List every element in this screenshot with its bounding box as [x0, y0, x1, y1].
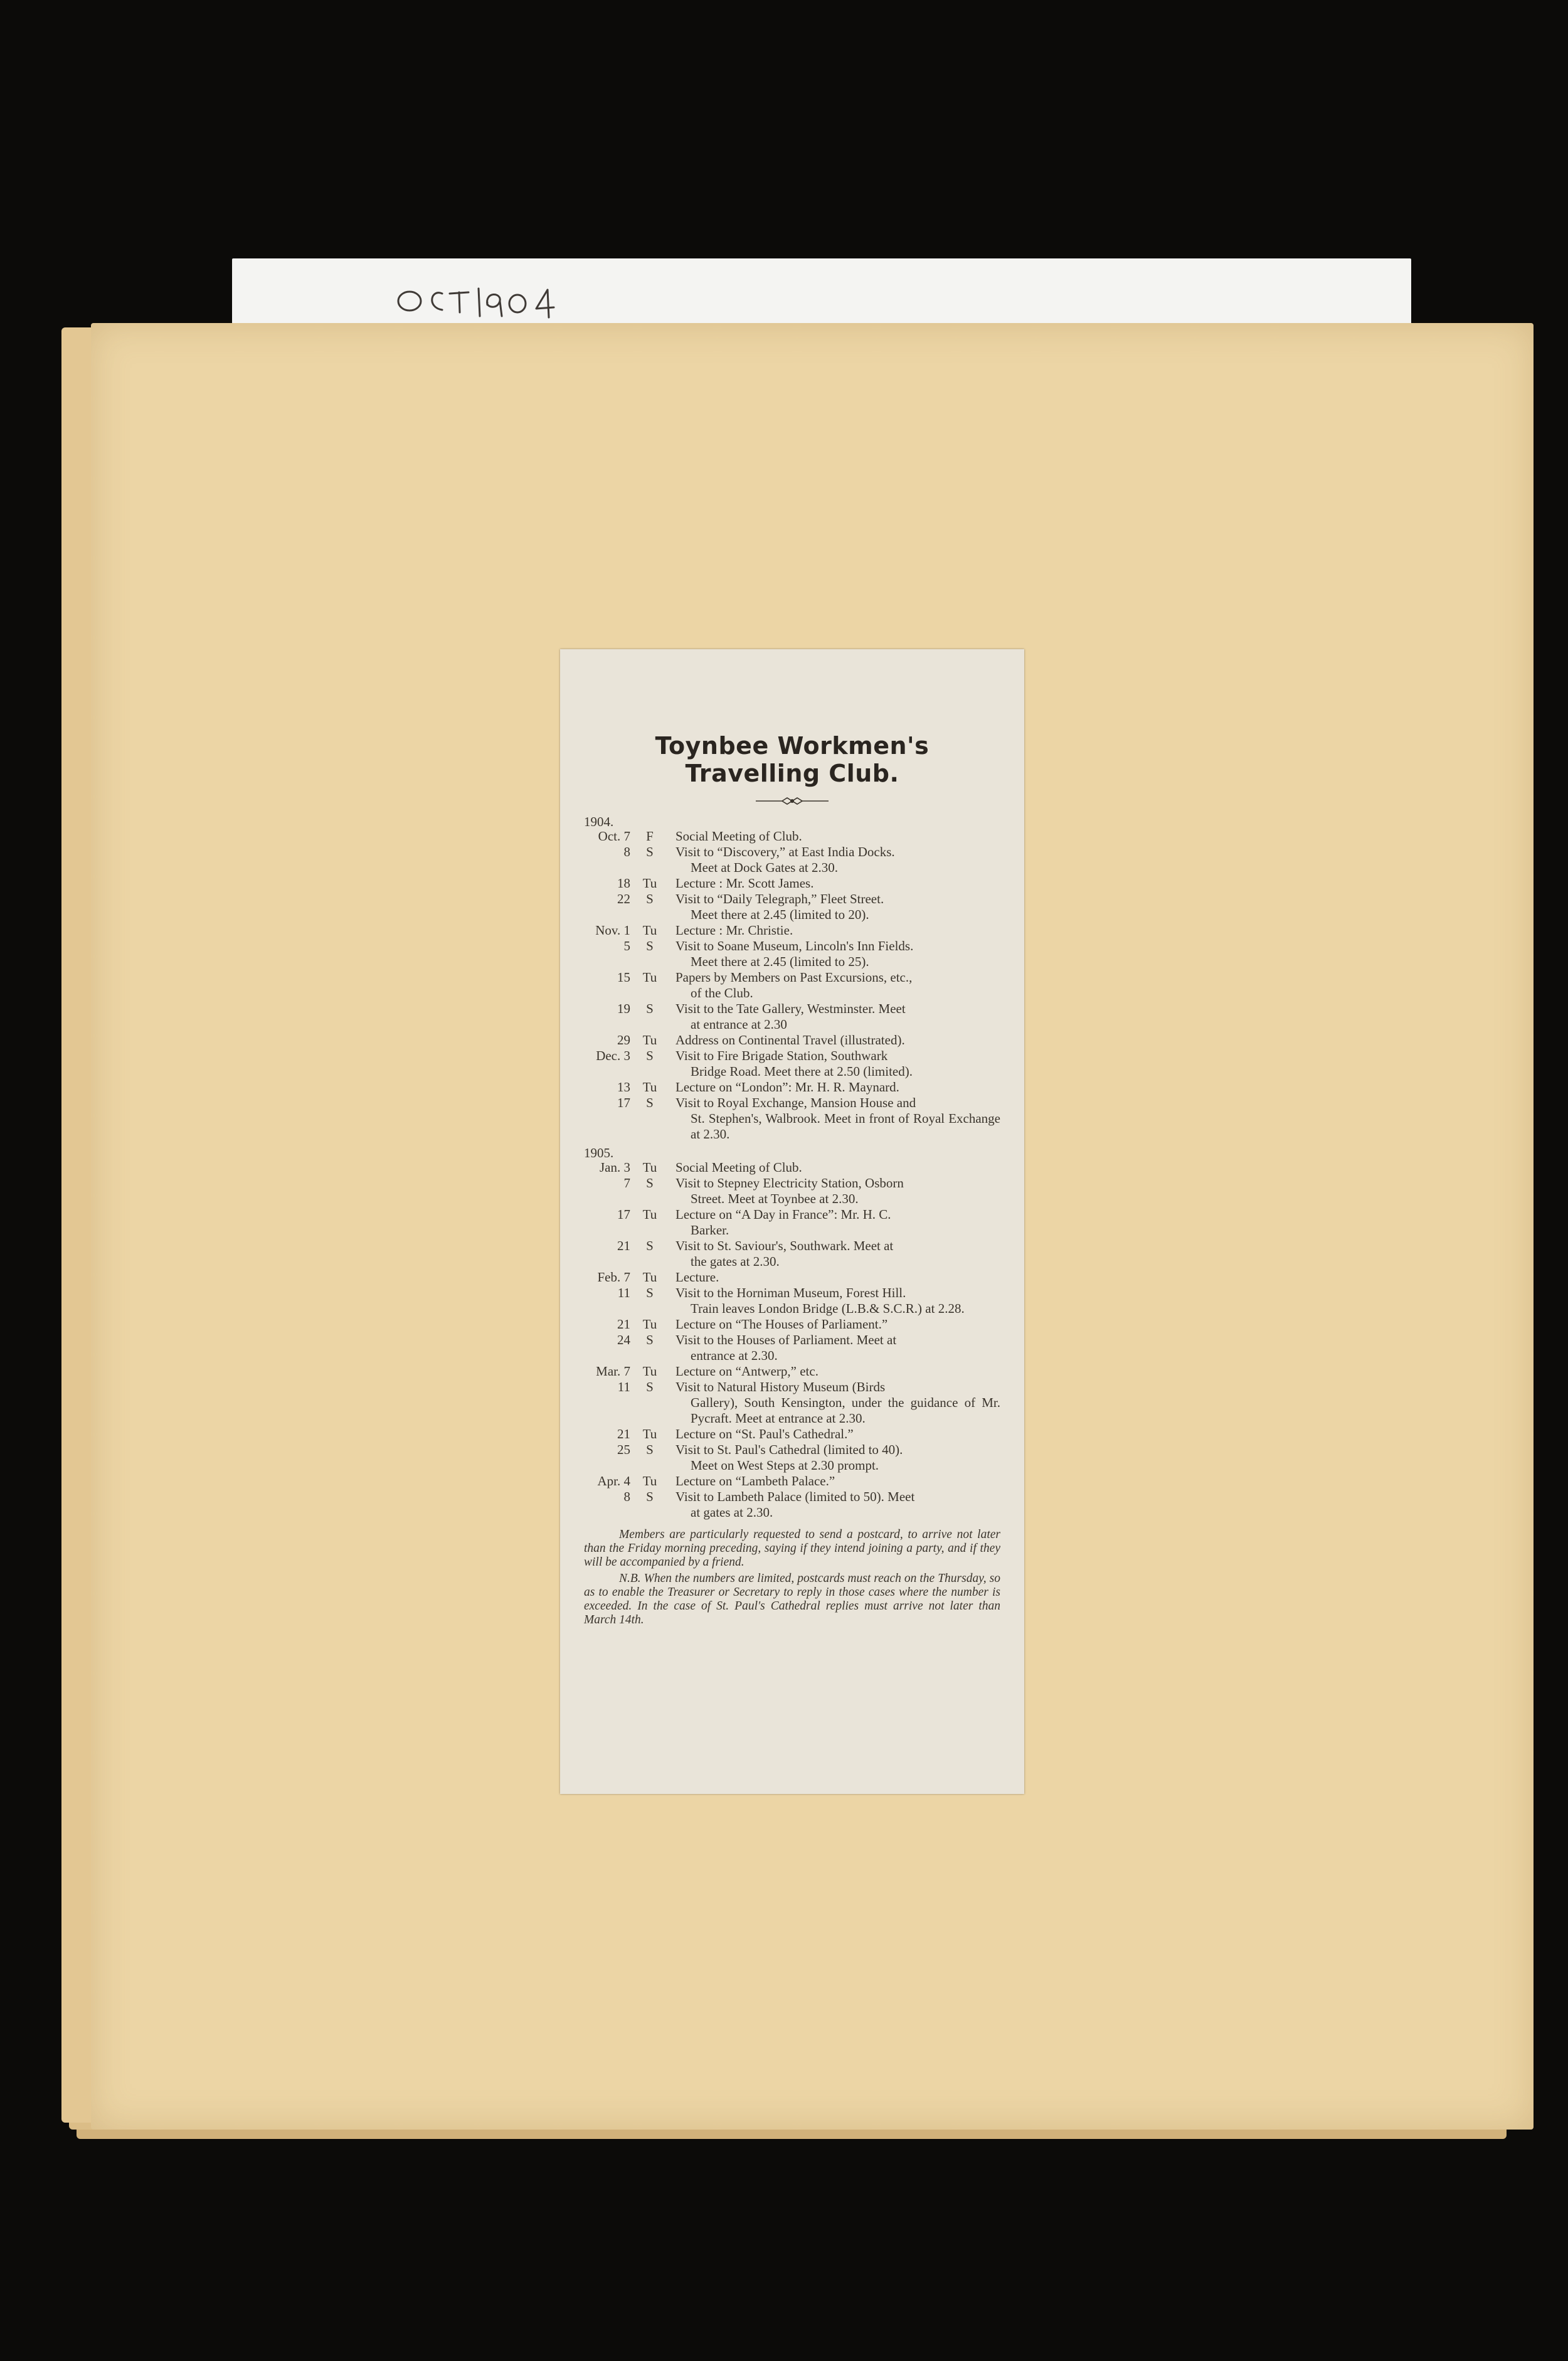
event-text-continued: at gates at 2.30.: [691, 1505, 773, 1520]
event-text: Address on Continental Travel (illustrated).: [675, 1032, 905, 1048]
event-text: Visit to “Discovery,” at East India Docks.: [675, 844, 895, 859]
event-description: [663, 844, 1000, 876]
note-paragraph: Members are particularly requested to send a postcard, to arrive not later than the Friday morning preceding, saying if they intend joining a party, and if they will be accompanied by a friend.: [584, 1528, 1000, 1569]
event-weekday: F: [646, 829, 654, 844]
event-description: [663, 1473, 1000, 1489]
event-date: 17: [617, 1095, 630, 1110]
event-description: [663, 1175, 1000, 1207]
event-text-continued: Meet there at 2.45 (limited to 25).: [691, 954, 869, 969]
event-weekday: Tu: [642, 1317, 657, 1332]
schedule-row: [584, 1317, 1000, 1332]
schedule-row: [584, 1332, 1000, 1364]
schedule-row: [584, 970, 1000, 1001]
schedule-row: [584, 844, 1000, 876]
event-weekday: Tu: [642, 970, 657, 985]
event-weekday: S: [646, 844, 654, 859]
notes: [584, 1528, 1000, 1627]
schedule-row: [584, 1032, 1000, 1048]
event-text-continued: Barker.: [691, 1223, 729, 1238]
event-description: [663, 1285, 1000, 1317]
event-date: 21: [617, 1238, 630, 1253]
event-text: Lecture on “Antwerp,” etc.: [675, 1364, 818, 1379]
event-text-continued: at entrance at 2.30: [691, 1017, 787, 1032]
event-text-continued: Meet there at 2.45 (limited to 20).: [691, 907, 869, 922]
event-description: [663, 829, 1000, 844]
event-text: Visit to St. Saviour's, Southwark. Meet at: [675, 1238, 894, 1253]
event-weekday: Tu: [642, 1426, 657, 1441]
event-text: Visit to the Tate Gallery, Westminster. Meet: [675, 1001, 906, 1016]
schedule-row: [584, 1285, 1000, 1317]
clipping-title: Toynbee Workmen's Travelling Club.: [655, 732, 930, 787]
event-date: Apr. 4: [597, 1473, 630, 1488]
event-weekday: S: [646, 1175, 654, 1191]
event-text: Visit to St. Paul's Cathedral (limited to 40).: [675, 1442, 903, 1457]
event-text-continued: Meet at Dock Gates at 2.30.: [691, 860, 839, 875]
schedule-row: [584, 1364, 1000, 1379]
event-weekday: S: [646, 1442, 654, 1457]
event-text: Social Meeting of Club.: [675, 1160, 802, 1175]
event-description: [663, 876, 1000, 891]
event-description: [663, 1317, 1000, 1332]
event-weekday: S: [646, 1332, 654, 1347]
event-text-continued: Gallery), South Kensington, under the guidance of Mr. Pycraft. Meet at entrance at 2.30.: [691, 1395, 1000, 1426]
event-date: 8: [623, 1489, 630, 1504]
event-description: [663, 1442, 1000, 1473]
schedule-row: [584, 1080, 1000, 1095]
event-text: Lecture on “London”: Mr. H. R. Maynard.: [675, 1080, 899, 1095]
event-description: [663, 891, 1000, 923]
event-weekday: Tu: [642, 923, 657, 938]
event-date: 11: [617, 1379, 630, 1394]
year-heading: 1905.: [584, 1145, 614, 1160]
event-text-continued: of the Club.: [691, 985, 753, 1000]
event-text: Lecture : Mr. Christie.: [675, 923, 793, 938]
schedule-row: [584, 1207, 1000, 1238]
event-weekday: S: [646, 1285, 654, 1300]
event-date: 13: [617, 1080, 630, 1095]
schedule-row: [584, 1238, 1000, 1270]
event-date: Jan. 3: [600, 1160, 630, 1175]
event-text-continued: Meet on West Steps at 2.30 prompt.: [691, 1458, 879, 1473]
event-weekday: S: [646, 891, 654, 906]
event-weekday: Tu: [642, 1364, 657, 1379]
event-weekday: S: [646, 1489, 654, 1504]
schedule-row: [584, 876, 1000, 891]
handwritten-date-annotation: [392, 263, 580, 320]
schedule-row: [584, 1473, 1000, 1489]
event-description: [663, 1080, 1000, 1095]
event-date: Feb. 7: [597, 1270, 630, 1285]
schedule-row: [584, 1001, 1000, 1032]
event-text: Lecture on “Lambeth Palace.”: [675, 1473, 835, 1488]
event-text-continued: Train leaves London Bridge (L.B.& S.C.R.) at 2.28.: [691, 1301, 965, 1316]
schedule-row: [584, 1379, 1000, 1426]
event-date: Oct. 7: [598, 829, 630, 844]
event-description: [663, 1238, 1000, 1270]
event-description: [663, 1095, 1000, 1142]
event-weekday: Tu: [642, 1270, 657, 1285]
event-text: Visit to Natural History Museum (Birds: [675, 1379, 886, 1394]
event-weekday: S: [646, 1379, 654, 1394]
event-date: 25: [617, 1442, 630, 1457]
event-text: Visit to the Horniman Museum, Forest Hill.: [675, 1285, 906, 1300]
event-description: [663, 1001, 1000, 1032]
event-description: [663, 1364, 1000, 1379]
event-date: 18: [617, 876, 630, 891]
event-text: Visit to Soane Museum, Lincoln's Inn Fields.: [675, 938, 914, 953]
event-text: Visit to the Houses of Parliament. Meet at: [675, 1332, 897, 1347]
event-date: 22: [617, 891, 630, 906]
event-weekday: S: [646, 1048, 654, 1063]
schedule: [584, 815, 1000, 1520]
decorative-divider: [755, 796, 830, 806]
event-description: [663, 1489, 1000, 1520]
event-description: [663, 1379, 1000, 1426]
event-weekday: S: [646, 1238, 654, 1253]
event-description: [663, 1160, 1000, 1175]
event-weekday: Tu: [642, 1207, 657, 1222]
event-text: Visit to “Daily Telegraph,” Fleet Street.: [675, 891, 884, 906]
event-text-continued: entrance at 2.30.: [691, 1348, 778, 1363]
event-text: Visit to Stepney Electricity Station, Osborn: [675, 1175, 904, 1191]
event-date: Mar. 7: [596, 1364, 630, 1379]
event-text: Lecture on “A Day in France”: Mr. H. C.: [675, 1207, 891, 1222]
newspaper-clipping: [560, 649, 1024, 1794]
year-heading: 1904.: [584, 814, 614, 829]
event-description: [663, 1270, 1000, 1285]
event-date: 5: [623, 938, 630, 953]
event-text: Papers by Members on Past Excursions, etc.,: [675, 970, 913, 985]
event-text: Lecture on “St. Paul's Cathedral.”: [675, 1426, 854, 1441]
event-description: [663, 1207, 1000, 1238]
event-weekday: S: [646, 1095, 654, 1110]
event-weekday: Tu: [642, 1032, 657, 1048]
schedule-row: [584, 923, 1000, 938]
event-weekday: Tu: [642, 1160, 657, 1175]
event-date: 21: [617, 1426, 630, 1441]
event-description: [663, 1332, 1000, 1364]
schedule-row: [584, 1095, 1000, 1142]
event-text-continued: the gates at 2.30.: [691, 1254, 780, 1269]
event-date: Nov. 1: [595, 923, 630, 938]
event-date: 19: [617, 1001, 630, 1016]
event-text-continued: Street. Meet at Toynbee at 2.30.: [691, 1191, 859, 1206]
schedule-row: [584, 829, 1000, 844]
event-text-continued: Bridge Road. Meet there at 2.50 (limited).: [691, 1064, 913, 1079]
event-weekday: S: [646, 1001, 654, 1016]
event-text: Visit to Fire Brigade Station, Southwark: [675, 1048, 888, 1063]
schedule-row: [584, 1442, 1000, 1473]
event-date: 15: [617, 970, 630, 985]
event-weekday: Tu: [642, 1080, 657, 1095]
event-date: 17: [617, 1207, 630, 1222]
event-date: 21: [617, 1317, 630, 1332]
event-description: [663, 1032, 1000, 1048]
event-description: [663, 1426, 1000, 1442]
schedule-row: [584, 891, 1000, 923]
event-text-continued: St. Stephen's, Walbrook. Meet in front of Royal Exchange at 2.30.: [691, 1111, 1000, 1142]
schedule-row: [584, 1489, 1000, 1520]
event-weekday: Tu: [642, 876, 657, 891]
schedule-row: [584, 1175, 1000, 1207]
event-date: 11: [617, 1285, 630, 1300]
event-text: Lecture on “The Houses of Parliament.”: [675, 1317, 888, 1332]
event-date: 7: [623, 1175, 630, 1191]
event-weekday: Tu: [642, 1473, 657, 1488]
event-text: Lecture.: [675, 1270, 719, 1285]
event-description: [663, 923, 1000, 938]
schedule-row: [584, 938, 1000, 970]
schedule-row: [584, 1270, 1000, 1285]
event-text: Lecture : Mr. Scott James.: [675, 876, 814, 891]
event-text: Social Meeting of Club.: [675, 829, 802, 844]
schedule-row: [584, 1160, 1000, 1175]
event-date: 29: [617, 1032, 630, 1048]
event-weekday: S: [646, 938, 654, 953]
event-description: [663, 938, 1000, 970]
event-text: Visit to Lambeth Palace (limited to 50). Meet: [675, 1489, 915, 1504]
event-description: [663, 1048, 1000, 1080]
event-date: 24: [617, 1332, 630, 1347]
schedule-row: [584, 1426, 1000, 1442]
event-date: 8: [623, 844, 630, 859]
event-text: Visit to Royal Exchange, Mansion House and: [675, 1095, 916, 1110]
note-paragraph: N.B. When the numbers are limited, postcards must reach on the Thursday, so as to enable the Treasurer or Secretary to reply in those cases where the number is exceeded. In the case of St. Paul's Cathedral replies must arrive not later than March 14th.: [584, 1572, 1000, 1626]
event-date: Dec. 3: [596, 1048, 630, 1063]
schedule-row: [584, 1048, 1000, 1080]
event-description: [663, 970, 1000, 1001]
